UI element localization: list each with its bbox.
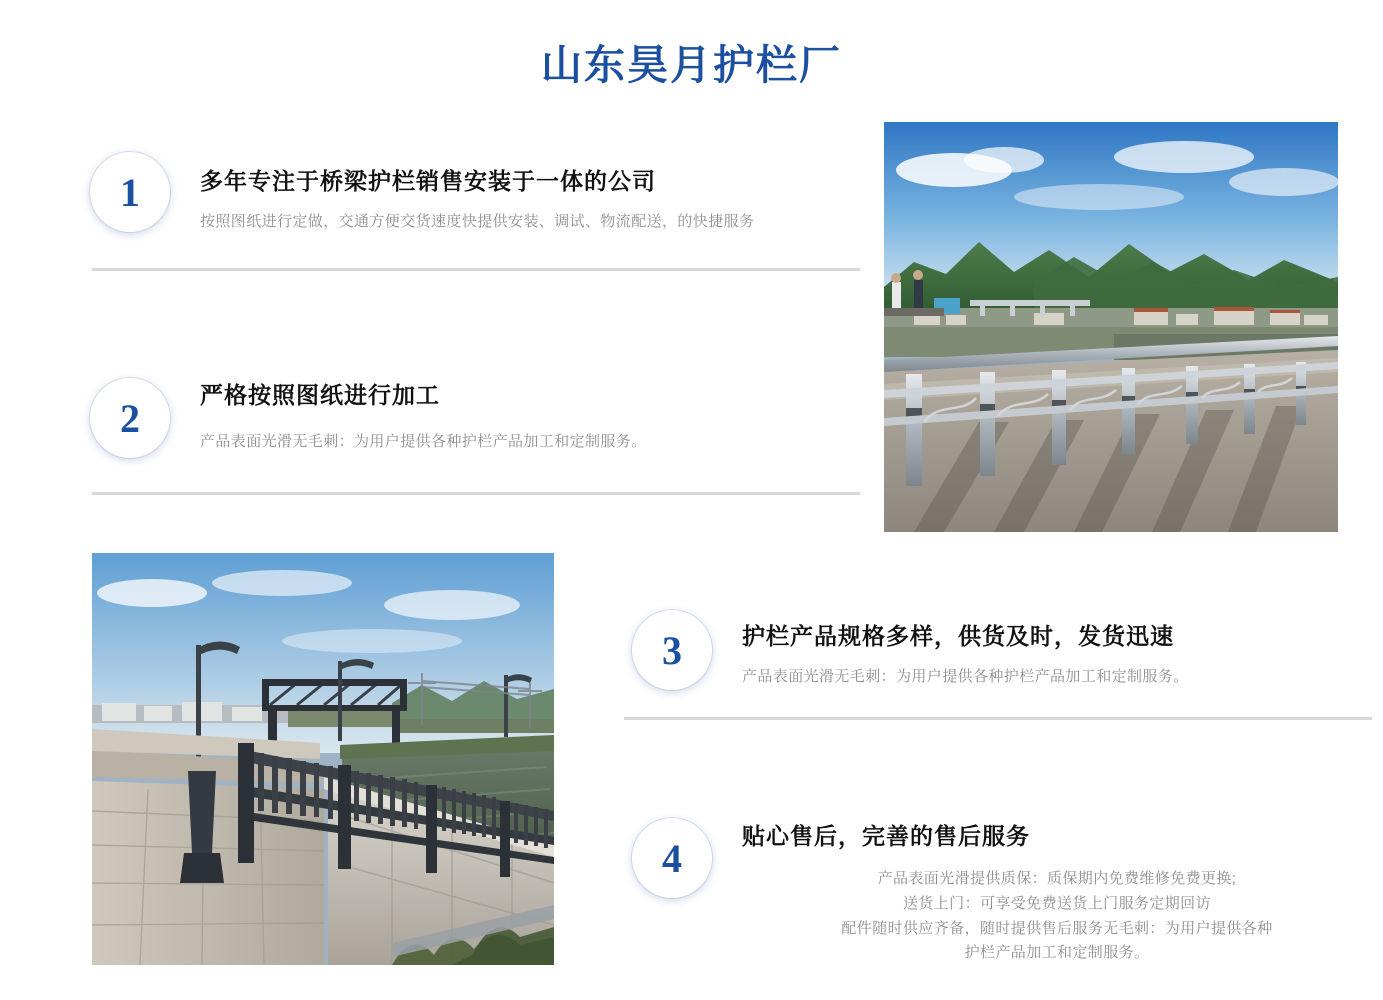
feature-number-badge-1: 1 [90, 152, 170, 232]
feature-text-1 [200, 163, 754, 235]
feature-number-badge-2: 2 [90, 378, 170, 458]
feature-text-2 [200, 377, 647, 455]
bridge-guardrail-photo [884, 122, 1338, 532]
divider-2 [92, 492, 860, 495]
feature-heading-2: 严格按照图纸进行加工 [200, 382, 440, 408]
feature-sub-1: 按照图纸进行定做，交通方便交货速度快提供安装、调试、物流配送，的快捷服务 [200, 213, 755, 230]
divider-3 [624, 717, 1372, 720]
divider-1 [92, 268, 860, 271]
feature-heading-3: 护栏产品规格多样，供货及时，发货迅速 [742, 623, 1174, 649]
feature-sub-4-line-4: 护栏产品加工和定制服务。 [964, 944, 1150, 962]
feature-sub-4-line-3: 配件随时供应齐备，随时提供售后服务无毛刺：为用户提供各种 [841, 919, 1273, 937]
feature-text-4 [742, 818, 1372, 966]
page-title: 山东昊月护栏厂 [541, 42, 842, 88]
feature-heading-4: 贴心售后，完善的售后服务 [742, 823, 1030, 849]
feature-sub-4-line-2: 送货上门：可享受免费送货上门服务定期回访 [902, 894, 1211, 912]
feature-heading-1: 多年专注于桥梁护栏销售安装于一体的公司 [200, 168, 656, 194]
feature-number-badge-3: 3 [632, 610, 712, 690]
canal-guardrail-photo [92, 553, 554, 965]
feature-sub-3: 产品表面光滑无毛刺：为用户提供各种护栏产品加工和定制服务。 [742, 668, 1189, 685]
feature-number-badge-4: 4 [632, 818, 712, 898]
feature-sub-4-line-1: 产品表面光滑提供质保：质保期内免费维修免费更换; [877, 870, 1237, 887]
feature-sub-2: 产品表面光滑无毛刺：为用户提供各种护栏产品加工和定制服务。 [200, 433, 647, 450]
feature-text-3 [742, 618, 1189, 690]
